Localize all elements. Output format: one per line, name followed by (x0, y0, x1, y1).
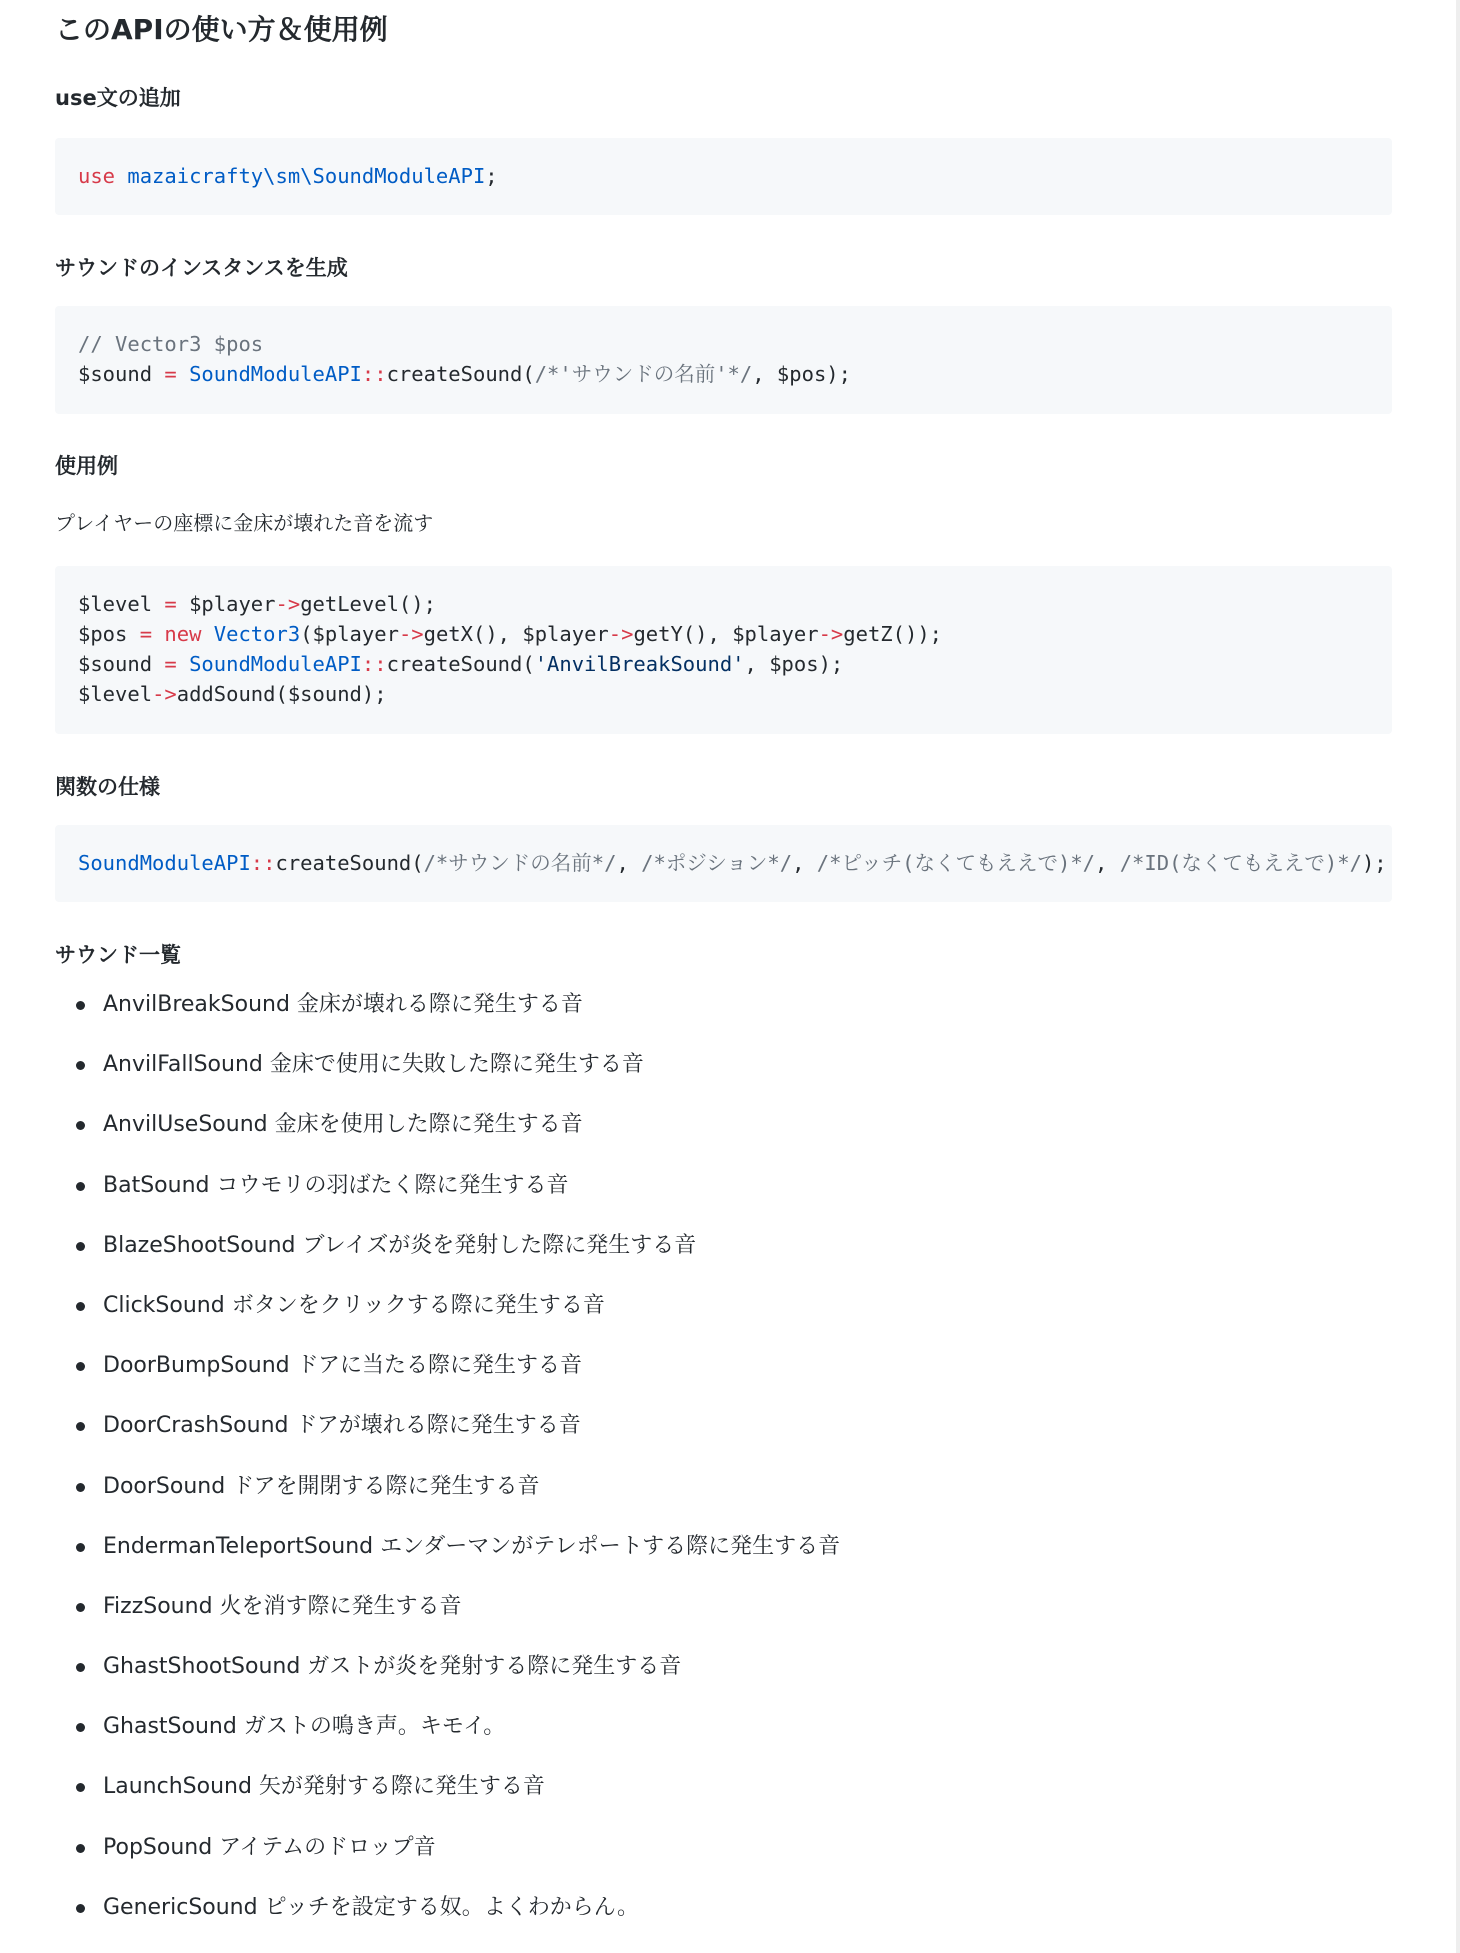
code-line (78, 619, 1392, 649)
code-token: :: (361, 362, 387, 386)
list-item-text: GhastSound ガストの鳴き声。キモイ。 (103, 1714, 506, 1740)
list-item-text: LaunchSound 矢が発射する際に発生する音 (103, 1774, 545, 1800)
code-token: SoundModuleAPI (189, 362, 362, 386)
code-token: -> (275, 592, 301, 616)
list-item (55, 1351, 840, 1411)
code-token: = (164, 652, 177, 676)
code-token: getLevel(); (300, 592, 436, 616)
list-item (55, 1291, 840, 1351)
list-item (55, 1652, 840, 1712)
bullet-icon (76, 1061, 85, 1070)
code-token: :: (361, 652, 387, 676)
code-token: /*ポジション*/ (641, 851, 793, 875)
section-title-example: 使用例 (55, 454, 118, 478)
code-line (78, 649, 1392, 679)
section-title-instance: サウンドのインスタンスを生成 (55, 256, 348, 280)
code-token: getZ()); (843, 622, 943, 646)
list-item-text: DoorSound ドアを開閉する際に発生する音 (103, 1473, 540, 1499)
code-token: $level (78, 682, 153, 706)
code-token: $level (78, 592, 165, 616)
bullet-icon (76, 1302, 85, 1311)
code-token: = (139, 622, 153, 646)
bullet-icon (76, 1603, 85, 1612)
list-item (55, 1893, 840, 1953)
code-token: /*ピッチ(なくてもええで)*/ (816, 851, 1096, 875)
code-token: ; (485, 164, 498, 188)
sound-list (55, 990, 840, 1953)
code-line (78, 359, 1392, 389)
code-token: /*サウンドの名前*/ (423, 851, 617, 875)
code-token: -> (398, 622, 424, 646)
code-token (177, 362, 189, 386)
code-token: ($player (300, 622, 399, 646)
code-token: 'AnvilBreakSound' (534, 652, 745, 676)
code-token: -> (818, 622, 844, 646)
code-block-example (55, 566, 1392, 734)
code-token: $sound (78, 362, 165, 386)
code-token (152, 622, 164, 646)
list-item-text: GhastShootSound ガストが炎を発射する際に発生する音 (103, 1654, 682, 1680)
code-line (78, 589, 1392, 619)
list-item-text: FizzSound 火を消す際に発生する音 (103, 1593, 462, 1619)
bullet-icon (76, 1723, 85, 1732)
code-token: new (164, 622, 202, 646)
code-block-use (55, 138, 1392, 215)
example-description: プレイヤーの座標に金床が壊れた音を流す (55, 511, 434, 535)
code-token: , $pos); (744, 652, 844, 676)
section-title-spec: 関数の仕様 (55, 775, 160, 799)
code-token: $pos (78, 622, 140, 646)
code-token: -> (152, 682, 177, 706)
code-token (115, 164, 127, 188)
bullet-icon (76, 1362, 85, 1371)
bullet-icon (76, 1844, 85, 1853)
list-item-text: GenericSound ピッチを設定する奴。よくわからん。 (103, 1894, 640, 1920)
list-item-text: EndermanTeleportSound エンダーマンがテレポートする際に発生する音 (103, 1533, 841, 1559)
code-token: createSound( (275, 851, 424, 875)
list-item-text: ClickSound ボタンをクリックする際に発生する音 (103, 1292, 605, 1318)
list-item (55, 1411, 840, 1471)
section-title-use: use文の追加 (55, 86, 181, 110)
bullet-icon (76, 1483, 85, 1492)
code-line (78, 329, 1392, 359)
list-item-text: DoorCrashSound ドアが壊れる際に発生する音 (103, 1413, 581, 1439)
code-token: // Vector3 $pos (78, 332, 264, 356)
code-block-spec (55, 825, 1392, 902)
code-block-instance (55, 306, 1392, 414)
code-line (78, 848, 1392, 878)
bullet-icon (76, 1422, 85, 1431)
code-token: SoundModuleAPI (78, 851, 251, 875)
code-token: SoundModuleAPI (189, 652, 362, 676)
list-item-text: BlazeShootSound ブレイズが炎を発射した際に発生する音 (103, 1232, 697, 1258)
code-token: , (792, 851, 817, 875)
list-item (55, 1110, 840, 1170)
list-item-text: AnvilBreakSound 金床が壊れる際に発生する音 (103, 992, 583, 1017)
bullet-icon (76, 1242, 85, 1251)
page-heading: このAPIの使い方＆使用例 (55, 13, 388, 46)
section-title-list: サウンド一覧 (55, 943, 181, 967)
code-token: , (616, 851, 642, 875)
bullet-icon (76, 1783, 85, 1792)
bullet-icon (76, 1543, 85, 1552)
code-token: , $pos); (752, 362, 851, 386)
list-item (55, 1050, 840, 1110)
code-token: = (164, 362, 177, 386)
code-token: getY(), $player (633, 622, 819, 646)
list-item-text: AnvilFallSound 金床で使用に失敗した際に発生する音 (103, 1052, 644, 1078)
page-edge (1456, 0, 1460, 1953)
code-token: Vector3 (213, 622, 301, 646)
list-item (55, 1231, 840, 1291)
code-token: ); (1361, 851, 1387, 875)
bullet-icon (76, 1182, 85, 1191)
list-item (55, 1712, 840, 1772)
code-token: $player (176, 592, 276, 616)
bullet-icon (76, 1663, 85, 1672)
list-item (55, 1772, 840, 1832)
code-token: /*'サウンドの名前'*/ (534, 362, 753, 386)
code-token (201, 622, 213, 646)
code-token (177, 652, 189, 676)
code-token: $sound (78, 652, 165, 676)
list-item-text: PopSound アイテムのドロップ音 (103, 1834, 436, 1860)
list-item (55, 990, 840, 1050)
code-token: :: (250, 851, 276, 875)
list-item (55, 1472, 840, 1532)
list-item-text: BatSound コウモリの羽ばたく際に発生する音 (103, 1172, 569, 1198)
code-token: = (164, 592, 177, 616)
bullet-icon (76, 1121, 85, 1130)
code-token: , (1095, 851, 1120, 875)
code-token: mazaicrafty\sm\SoundModuleAPI (127, 164, 486, 188)
code-token: addSound($sound); (176, 682, 387, 706)
list-item (55, 1532, 840, 1592)
bullet-icon (76, 1904, 85, 1913)
code-line (78, 679, 1392, 709)
code-token: -> (608, 622, 634, 646)
list-item (55, 1592, 840, 1652)
list-item (55, 1171, 840, 1231)
code-token: createSound( (386, 652, 535, 676)
code-token: getX(), $player (423, 622, 609, 646)
code-token: createSound( (386, 362, 535, 386)
code-token: use (78, 164, 116, 188)
code-line (78, 161, 1392, 191)
list-item-text: DoorBumpSound ドアに当たる際に発生する音 (103, 1353, 582, 1379)
bullet-icon (76, 1001, 85, 1010)
code-token: /*ID(なくてもええで)*/ (1119, 851, 1362, 875)
list-item (55, 1833, 840, 1893)
list-item-text: AnvilUseSound 金床を使用した際に発生する音 (103, 1112, 583, 1138)
